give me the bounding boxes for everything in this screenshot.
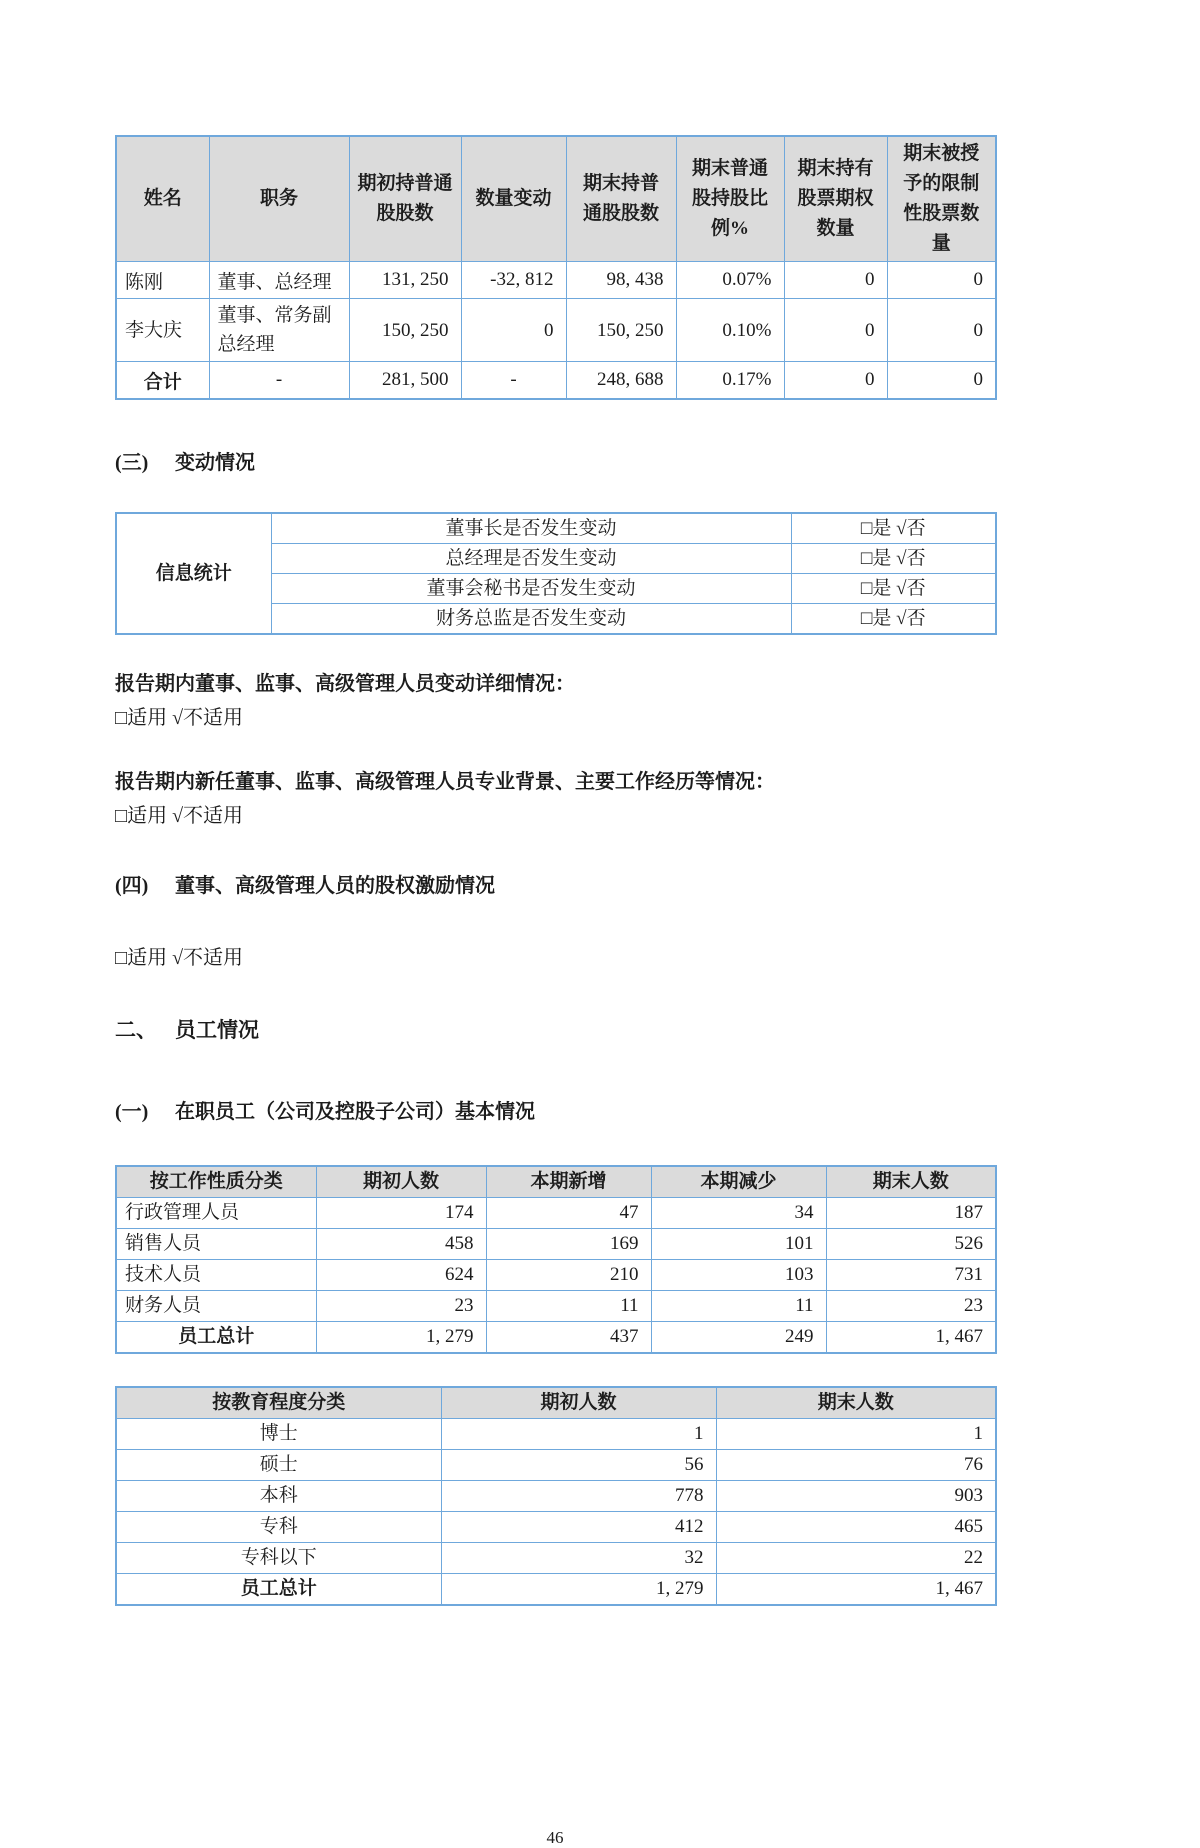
- cell-category: 专科以下: [116, 1543, 441, 1574]
- cell-begin-count: 1, 279: [441, 1574, 716, 1606]
- section-number: 二、: [115, 1018, 157, 1042]
- cell-reduced: 34: [651, 1198, 826, 1229]
- cell-begin-count: 412: [441, 1512, 716, 1543]
- cell-answer: □是 √否: [791, 604, 996, 635]
- cell-question: 董事会秘书是否发生变动: [271, 574, 791, 604]
- cell-reduced: 101: [651, 1229, 826, 1260]
- cell-end-count: 731: [826, 1260, 996, 1291]
- cell-question: 财务总监是否发生变动: [271, 604, 791, 635]
- cell-options: 0: [784, 299, 887, 362]
- table-row: [116, 262, 996, 299]
- cell-end-count: 23: [826, 1291, 996, 1322]
- cell-change: 0: [461, 299, 566, 362]
- cell-ratio: 0.07%: [676, 262, 784, 299]
- column-header: 期末人数: [716, 1387, 996, 1419]
- cell-begin-count: 23: [316, 1291, 486, 1322]
- applicable-line: □适用 √不适用: [115, 707, 244, 729]
- table-row: [116, 1419, 996, 1450]
- cell-begin-count: 458: [316, 1229, 486, 1260]
- cell-begin-count: 174: [316, 1198, 486, 1229]
- cell-begin-shares: 150, 250: [349, 299, 461, 362]
- section-heading-2: [115, 1017, 995, 1043]
- cell-end-count: 187: [826, 1198, 996, 1229]
- cell-ratio: 0.17%: [676, 362, 784, 400]
- column-header: 期初持普通股股数: [349, 136, 461, 262]
- applicable-line: □适用 √不适用: [115, 805, 244, 827]
- cell-begin-count: 778: [441, 1481, 716, 1512]
- column-header: 按工作性质分类: [116, 1166, 316, 1198]
- table-total-row: [116, 362, 996, 400]
- section-title: 董事、高级管理人员的股权激励情况: [175, 875, 495, 897]
- cell-answer: □是 √否: [791, 544, 996, 574]
- change-status-table: [115, 512, 997, 635]
- table-row: [116, 1291, 996, 1322]
- cell-total-label: 员工总计: [116, 1322, 316, 1354]
- cell-category: 行政管理人员: [116, 1198, 316, 1229]
- column-header: 期初人数: [441, 1387, 716, 1419]
- cell-category: 硕士: [116, 1450, 441, 1481]
- applicable-line: □适用 √不适用: [115, 947, 244, 969]
- cell-category: 本科: [116, 1481, 441, 1512]
- column-header: 本期新增: [486, 1166, 651, 1198]
- column-header: 期初人数: [316, 1166, 486, 1198]
- column-header: 期末普通股持股比例%: [676, 136, 784, 262]
- section-title: 在职员工（公司及控股子公司）基本情况: [175, 1101, 535, 1123]
- cell-added: 437: [486, 1322, 651, 1354]
- column-header: 期末人数: [826, 1166, 996, 1198]
- section-number: (一): [115, 1101, 149, 1123]
- cell-name: 李大庆: [116, 299, 209, 362]
- cell-begin-shares: 131, 250: [349, 262, 461, 299]
- cell-category: 技术人员: [116, 1260, 316, 1291]
- cell-begin-count: 624: [316, 1260, 486, 1291]
- cell-change: -: [461, 362, 566, 400]
- cell-added: 11: [486, 1291, 651, 1322]
- note-new-appointees: 报告期内新任董事、监事、高级管理人员专业背景、主要工作经历等情况：: [115, 771, 775, 793]
- cell-end-count: 1: [716, 1419, 996, 1450]
- employees-by-education-table: [115, 1386, 997, 1606]
- note-change-detail: 报告期内董事、监事、高级管理人员变动详细情况：: [115, 673, 575, 695]
- column-header: 期末持有股票期权数量: [784, 136, 887, 262]
- cell-end-count: 1, 467: [716, 1574, 996, 1606]
- cell-reduced: 11: [651, 1291, 826, 1322]
- section-title: 员工情况: [175, 1018, 259, 1042]
- cell-end-count: 76: [716, 1450, 996, 1481]
- cell-restricted: 0: [887, 362, 996, 400]
- cell-end-count: 526: [826, 1229, 996, 1260]
- table-row: [116, 1512, 996, 1543]
- column-header: 姓名: [116, 136, 209, 262]
- cell-end-shares: 98, 438: [566, 262, 676, 299]
- column-header: 期末持普通股股数: [566, 136, 676, 262]
- cell-begin-count: 32: [441, 1543, 716, 1574]
- cell-answer: □是 √否: [791, 513, 996, 544]
- cell-end-count: 465: [716, 1512, 996, 1543]
- cell-category: 专科: [116, 1512, 441, 1543]
- section-heading-3: [115, 450, 995, 476]
- cell-added: 169: [486, 1229, 651, 1260]
- cell-end-count: 22: [716, 1543, 996, 1574]
- cell-added: 210: [486, 1260, 651, 1291]
- table-row: [116, 513, 996, 544]
- column-header: 数量变动: [461, 136, 566, 262]
- employees-by-job-table: [115, 1165, 997, 1354]
- cell-reduced: 249: [651, 1322, 826, 1354]
- cell-options: 0: [784, 362, 887, 400]
- cell-begin-count: 56: [441, 1450, 716, 1481]
- cell-category: 财务人员: [116, 1291, 316, 1322]
- cell-added: 47: [486, 1198, 651, 1229]
- cell-end-shares: 248, 688: [566, 362, 676, 400]
- cell-options: 0: [784, 262, 887, 299]
- page-content: [115, 135, 995, 1848]
- table-row: [116, 1543, 996, 1574]
- table-header-row: [116, 136, 996, 262]
- cell-end-shares: 150, 250: [566, 299, 676, 362]
- cell-position: -: [209, 362, 349, 400]
- table-row: [116, 1450, 996, 1481]
- cell-begin-count: 1: [441, 1419, 716, 1450]
- section-heading-2-1: [115, 1099, 995, 1125]
- cell-change: -32, 812: [461, 262, 566, 299]
- table-total-row: [116, 1574, 996, 1606]
- cell-category: 销售人员: [116, 1229, 316, 1260]
- column-header: 职务: [209, 136, 349, 262]
- cell-begin-shares: 281, 500: [349, 362, 461, 400]
- cell-position: 董事、常务副总经理: [209, 299, 349, 362]
- section-number: (三): [115, 452, 149, 474]
- column-header: 期末被授予的限制性股票数量: [887, 136, 996, 262]
- cell-total-label: 员工总计: [116, 1574, 441, 1606]
- table-row: [116, 299, 996, 362]
- page-number: 46: [546, 1828, 564, 1847]
- table-total-row: [116, 1322, 996, 1354]
- table-header-row: [116, 1387, 996, 1419]
- table-row: [116, 1229, 996, 1260]
- section-title: 变动情况: [175, 452, 255, 474]
- cell-name: 陈刚: [116, 262, 209, 299]
- cell-begin-count: 1, 279: [316, 1322, 486, 1354]
- section-heading-4: [115, 873, 995, 899]
- section-number: (四): [115, 875, 149, 897]
- cell-reduced: 103: [651, 1260, 826, 1291]
- holdings-table: [115, 135, 997, 400]
- cell-ratio: 0.10%: [676, 299, 784, 362]
- cell-position: 董事、总经理: [209, 262, 349, 299]
- cell-total-label: 合计: [116, 362, 209, 400]
- cell-restricted: 0: [887, 262, 996, 299]
- table-row: [116, 1198, 996, 1229]
- table-row: [116, 1260, 996, 1291]
- cell-answer: □是 √否: [791, 574, 996, 604]
- column-header: 本期减少: [651, 1166, 826, 1198]
- cell-end-count: 1, 467: [826, 1322, 996, 1354]
- table-row: [116, 1481, 996, 1512]
- cell-question: 总经理是否发生变动: [271, 544, 791, 574]
- cell-category: 博士: [116, 1419, 441, 1450]
- table-header-row: [116, 1166, 996, 1198]
- cell-end-count: 903: [716, 1481, 996, 1512]
- cell-restricted: 0: [887, 299, 996, 362]
- info-stats-label: 信息统计: [116, 513, 271, 634]
- cell-question: 董事长是否发生变动: [271, 513, 791, 544]
- column-header: 按教育程度分类: [116, 1387, 441, 1419]
